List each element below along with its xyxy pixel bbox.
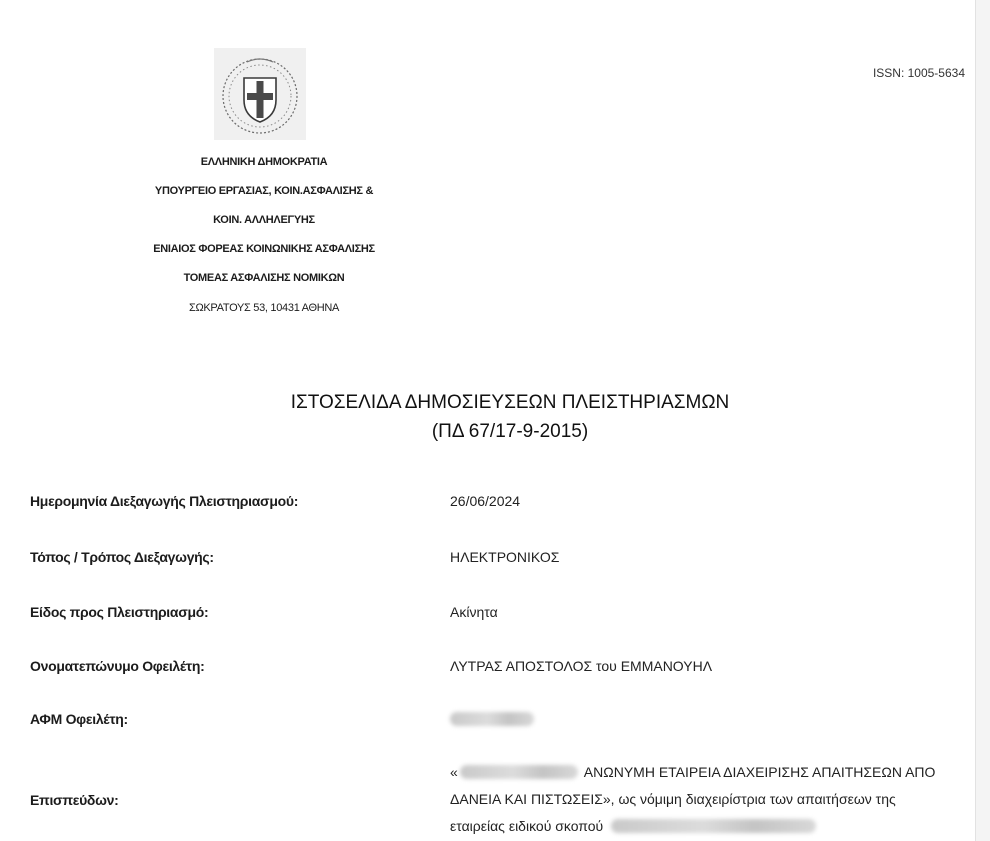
header-address: ΣΩΚΡΑΤΟΥΣ 53, 10431 ΑΘΗΝΑ [188, 302, 340, 314]
redaction-blur [460, 765, 578, 779]
petitioner-line-1 [450, 759, 970, 786]
header-line-ministry-cont: ΚΟΙΝ. ΑΛΛΗΛΕΓΥΗΣ [213, 214, 315, 226]
petitioner-company-text: ΑΝΩΝΥΜΗ ΕΤΑΙΡΕΙΑ ΔΙΑΧΕΙΡΙΣΗΣ ΑΠΑΙΤΗΣΕΩΝ ΑΠΟ [583, 764, 936, 780]
page-title: ΙΣΤΟΣΕΛΙΔΑ ΔΗΜΟΣΙΕΥΣΕΩΝ ΠΛΕΙΣΤΗΡΙΑΣΜΩΝ [290, 392, 730, 413]
field-label-auction-date: Ημερομηνία Διεξαγωγής Πλειστηριασμού: [30, 493, 299, 509]
field-label-debtor-tax-id: ΑΦΜ Οφειλέτη: [30, 711, 128, 727]
field-value-petitioner [450, 759, 970, 840]
redaction-blur [611, 819, 816, 833]
greek-coat-of-arms-emblem [214, 48, 306, 140]
field-value-auction-date: 26/06/2024 [450, 493, 521, 509]
issn-number: ISSN: 1005-5634 [872, 66, 965, 80]
field-label-debtor-name: Ονοματεπώνυμο Οφειλέτη: [30, 658, 205, 674]
field-label-petitioner: Επισπεύδων: [30, 792, 119, 808]
petitioner-line-2: ΔΑΝΕΙΑ ΚΑΙ ΠΙΣΤΩΣΕΙΣ», ως νόμιμη διαχειρίστρια των απαιτήσεων της [450, 791, 896, 807]
field-label-item-type: Είδος προς Πλειστηριασμό: [30, 604, 209, 620]
redaction-blur [450, 712, 534, 726]
header-line-efka: ΕΝΙΑΙΟΣ ΦΟΡΕΑΣ ΚΟΙΝΩΝΙΚΗΣ ΑΣΦΑΛΙΣΗΣ [153, 243, 375, 255]
header-line-ministry: ΥΠΟΥΡΓΕΙΟ ΕΡΓΑΣΙΑΣ, ΚΟΙΝ.ΑΣΦΑΛΙΣΗΣ & [154, 185, 374, 197]
field-value-debtor-tax-id-redacted [450, 711, 534, 727]
field-value-auction-method: ΗΛΕΚΤΡΟΝΙΚΟΣ [450, 549, 560, 565]
opening-quote: « [450, 764, 458, 780]
page-subtitle: (ΠΔ 67/17-9-2015) [431, 421, 589, 442]
petitioner-line-3 [450, 813, 970, 840]
header-line-republic: ΕΛΛΗΝΙΚΗ ΔΗΜΟΚΡΑΤΙΑ [200, 156, 328, 168]
petitioner-spv-text: εταιρείας ειδικού σκοπού [450, 818, 604, 834]
field-value-debtor-name: ΛΥΤΡΑΣ ΑΠΟΣΤΟΛΟΣ του ΕΜΜΑΝΟΥΗΛ [450, 658, 713, 674]
field-label-auction-method: Τόπος / Τρόπος Διεξαγωγής: [30, 549, 214, 565]
header-line-sector: ΤΟΜΕΑΣ ΑΣΦΑΛΙΣΗΣ ΝΟΜΙΚΩΝ [183, 272, 345, 284]
field-value-item-type: Ακίνητα [450, 604, 498, 620]
